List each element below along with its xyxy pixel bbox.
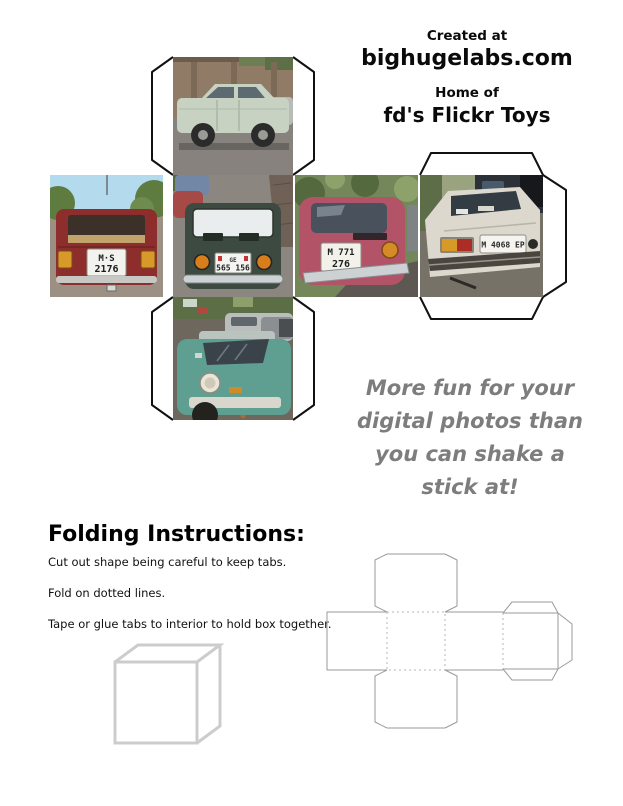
tab-back-top	[420, 153, 543, 175]
tab-top-right	[293, 57, 314, 175]
tab-back-right	[543, 175, 566, 297]
folding-step-1: Cut out shape being careful to keep tabs.	[48, 555, 287, 569]
photo-bottom-illustration	[173, 297, 293, 420]
plate-text: M 4068 EP	[481, 240, 525, 250]
tab-bottom-left	[152, 297, 173, 420]
folded-cube-diagram	[98, 638, 238, 758]
photo-right-illustration	[295, 175, 418, 297]
tab-bottom-right	[293, 297, 314, 420]
tab-top-left	[152, 57, 173, 175]
folding-instructions-steps	[48, 555, 332, 648]
cube-face-photo-back	[420, 175, 543, 297]
plate-text-top: M 771	[327, 248, 355, 258]
unfolded-box-diagram	[320, 545, 590, 740]
cube-face-photo-top	[173, 57, 293, 175]
cube-face-photo-left	[50, 175, 163, 297]
photo-left-illustration	[50, 175, 163, 297]
license-plate	[480, 235, 526, 253]
slogan-line-1: More fun for your	[365, 376, 575, 400]
plate-text-bottom: 565 156	[216, 263, 250, 273]
cube-face-photo-right	[295, 175, 418, 297]
slogan-line-3: you can shake a	[375, 442, 565, 466]
home-of-label: Home of	[435, 85, 499, 101]
license-plate	[215, 253, 251, 273]
plate-text-bottom: 276	[331, 259, 351, 270]
cube-face-photo-bottom	[173, 297, 293, 420]
created-at-label: Created at	[426, 28, 508, 44]
folding-step-2: Fold on dotted lines.	[48, 586, 166, 600]
site-name: bighugelabs.com	[361, 46, 573, 71]
cube-face-photo-front	[173, 175, 293, 297]
car-illustration	[299, 197, 409, 285]
car-illustration	[183, 203, 283, 289]
header-text-block	[357, 28, 577, 127]
photo-back-illustration	[420, 175, 543, 297]
license-plate	[87, 249, 126, 276]
plate-text-top: GE	[229, 257, 237, 264]
product-name: fd's Flickr Toys	[383, 103, 551, 127]
slogan-text	[352, 372, 588, 504]
photo-front-illustration	[173, 175, 293, 297]
plate-text-bottom: 2176	[94, 264, 119, 275]
license-plate	[321, 243, 361, 271]
plate-text-top: M·S	[98, 254, 115, 264]
folding-step-3: Tape or glue tabs to interior to hold box together.	[48, 617, 332, 631]
folding-instructions-heading: Folding Instructions:	[48, 522, 305, 547]
tab-back-bottom	[420, 297, 543, 319]
photo-top-illustration	[173, 57, 293, 175]
car-illustration	[177, 331, 291, 420]
slogan-line-2: digital photos than	[357, 409, 583, 433]
car-illustration	[56, 209, 157, 291]
slogan-line-4: stick at!	[421, 475, 519, 499]
